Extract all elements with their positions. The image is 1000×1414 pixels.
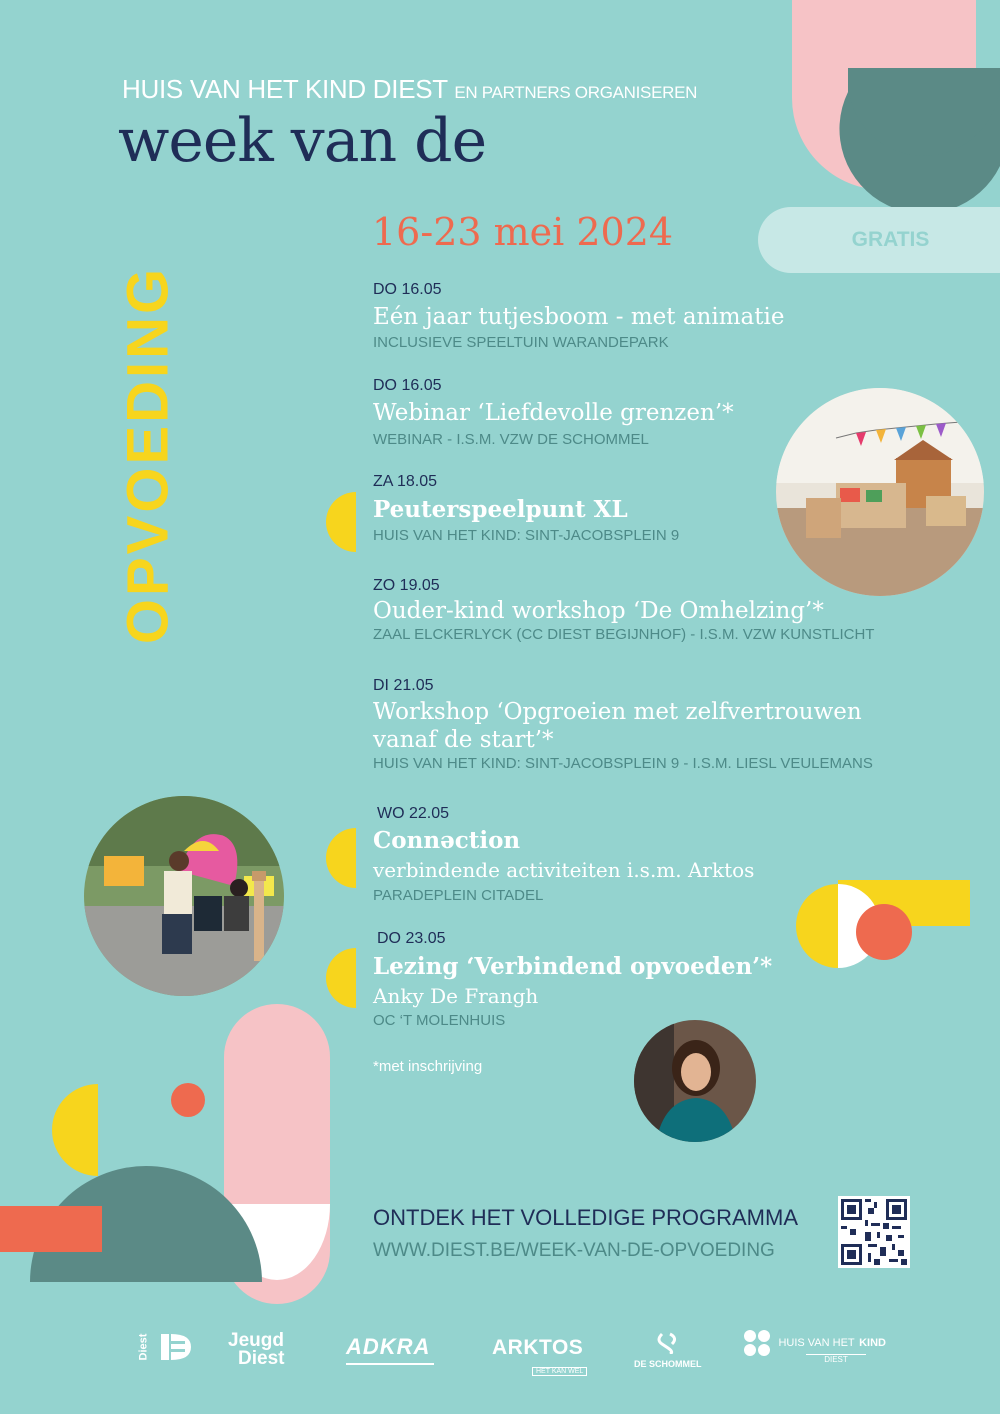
title-opvoeding-vertical: [115, 210, 181, 700]
date-range: 16-23 mei 2024: [372, 210, 674, 254]
logo-diest: [130, 1332, 191, 1362]
logo-arktos: [492, 1336, 587, 1378]
logo-huis-van-het-kind: [740, 1326, 886, 1364]
yellow-half-2: [326, 828, 356, 888]
logo-diest-text: Diest: [137, 1333, 150, 1361]
coral-dot-left: [171, 1083, 205, 1117]
photo-playroom: [776, 388, 984, 596]
program-cta: ONTDEK HET VOLLEDIGE PROGRAMMA: [373, 1205, 799, 1230]
event-5-location: HUIS VAN HET KIND: SINT-JACOBSPLEIN 9 - I.S.M. LIESL VEULEMANS: [373, 755, 873, 772]
event-6-date: WO 22.05: [377, 805, 450, 822]
event-4-date: ZO 19.05: [373, 577, 440, 594]
qr-code-icon[interactable]: [838, 1196, 910, 1268]
event-6-location: PARADEPLEIN CITADEL: [373, 887, 544, 904]
registration-note: *met inschrijving: [373, 1058, 483, 1075]
event-4-location: ZAAL ELCKERLYCK (CC DIEST BEGIJNHOF) - I.S.M. VZW KUNSTLICHT: [373, 626, 875, 643]
event-7-location: OC ‘T MOLENHUIS: [373, 1012, 506, 1029]
logo-hvhk-bold: KIND: [859, 1337, 886, 1349]
logo-schommel-text: DE SCHOMMEL: [634, 1359, 702, 1369]
title-week-van-de: week van de: [118, 106, 487, 176]
event-5-title-line1: Workshop ‘Opgroeien met zelfvertrouwen: [373, 699, 862, 725]
photo-children-jenga: [84, 796, 284, 996]
event-3-location: HUIS VAN HET KIND: SINT-JACOBSPLEIN 9: [373, 527, 680, 544]
yellow-half-left: [52, 1084, 98, 1176]
title-opvoeding-text: OPVOEDING: [115, 265, 181, 645]
organizer-line: [122, 74, 697, 105]
yellow-half-1: [326, 492, 356, 552]
event-7-subtitle: Anky De Frangh: [373, 984, 539, 1008]
event-2-title: Webinar ‘Liefdevolle grenzen’*: [373, 400, 734, 426]
event-1-date: DO 16.05: [373, 281, 442, 298]
diest-mark-icon: [161, 1332, 191, 1362]
yellow-half-right: [796, 884, 838, 968]
event-1-location: INCLUSIEVE SPEELTUIN WARANDEPARK: [373, 334, 669, 351]
gratis-label: GRATIS: [851, 228, 930, 251]
logo-arktos-text: ARKTOS: [492, 1336, 584, 1359]
logo-hvhk-sub: DIEST: [806, 1354, 866, 1364]
logo-jeugd-line2: Diest: [238, 1348, 285, 1369]
event-1-title: Eén jaar tutjesboom - met animatie: [373, 304, 785, 330]
schommel-swing-icon: [656, 1332, 680, 1354]
logo-jeugd-diest: [228, 1332, 284, 1368]
program-url[interactable]: WWW.DIEST.BE/WEEK-VAN-DE-OPVOEDING: [373, 1240, 775, 1261]
event-4-title: Ouder-kind workshop ‘De Omhelzing’*: [373, 598, 824, 624]
logo-adkra: [346, 1334, 434, 1365]
event-2-date: DO 16.05: [373, 377, 442, 394]
event-7-date: DO 23.05: [377, 930, 446, 947]
logo-hvhk-main: HUIS VAN HET: [778, 1337, 855, 1349]
event-2-location: WEBINAR - I.S.M. VZW DE SCHOMMEL: [373, 431, 649, 448]
event-7-title: Lezing ‘Verbindend opvoeden’*: [373, 953, 773, 980]
event-5-date: DI 21.05: [373, 677, 434, 694]
event-6-title: Connəction: [373, 827, 521, 854]
organizer-suffix: EN PARTNERS ORGANISEREN: [454, 83, 698, 102]
event-6-subtitle: verbindende activiteiten i.s.m. Arktos: [373, 858, 755, 882]
logo-de-schommel: [634, 1332, 702, 1369]
logo-jeugd-line1: Jeugd: [228, 1330, 284, 1351]
yellow-half-3: [326, 948, 356, 1008]
logo-arktos-tag: HET KAN WEL: [532, 1367, 587, 1376]
event-3-title: Peuterspeelpunt XL: [373, 496, 628, 523]
organizer-main: HUIS VAN HET KIND DIEST: [122, 74, 448, 104]
hvhk-flower-icon: [740, 1326, 774, 1360]
coral-bar-left: [0, 1206, 102, 1252]
logo-adkra-text: ADKRA: [346, 1334, 431, 1359]
coral-circle-right: [856, 904, 912, 960]
event-5-title-line2: vanaf de start’*: [373, 727, 554, 753]
photo-speaker: [634, 1020, 756, 1142]
event-3-date: ZA 18.05: [373, 473, 438, 490]
